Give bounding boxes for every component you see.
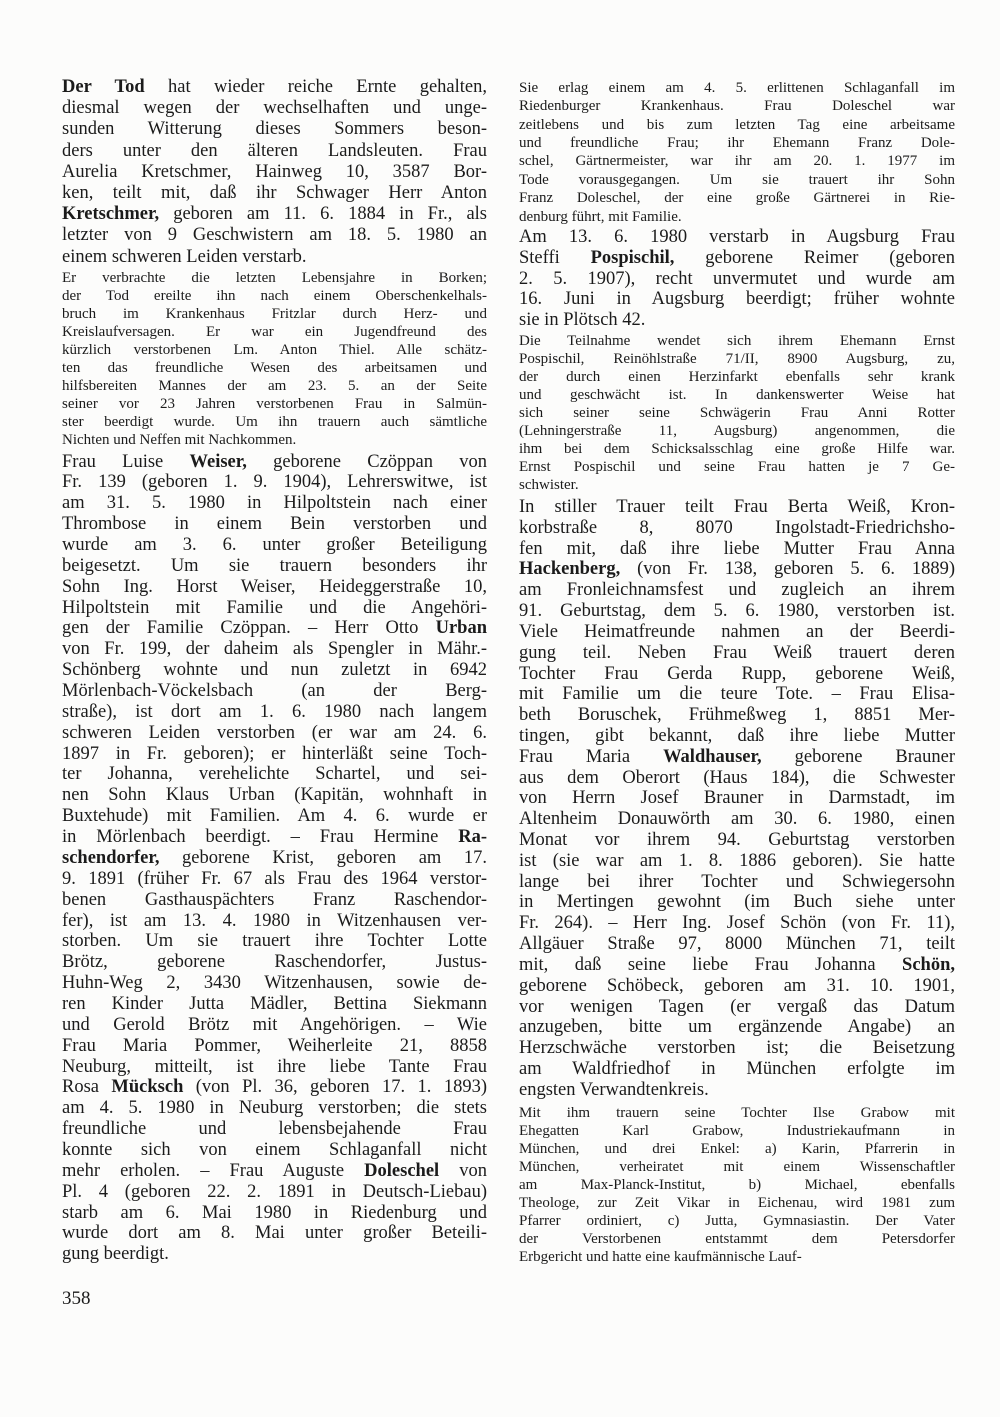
- text-line: sunden Witterung dieses Sommers beson-: [62, 119, 487, 140]
- text-line: Thrombose in einem Bein verstorben und: [62, 514, 487, 535]
- text-segment: Rosa: [62, 1077, 112, 1098]
- right-paragraph-3: [519, 332, 955, 495]
- text-line: Frau Maria Pommer, Weiherleite 21, 8858: [62, 1035, 487, 1056]
- left-paragraph-1: [62, 77, 487, 268]
- bold-name: Mücksch: [111, 1077, 184, 1098]
- text-line: Mörlenbach-Vöckelsbach (an der Berg-: [62, 681, 487, 702]
- bold-name: Schön,: [902, 954, 955, 975]
- bold-name: Pospischil,: [590, 247, 675, 268]
- bold-name: Hackenberg,: [519, 559, 621, 580]
- text-line: schel, Gärtnermeister, war ihr am 20. 1. 1977 im: [519, 153, 955, 170]
- text-line: der durch einen Herzinfarkt ebenfalls sehr krank: [519, 368, 955, 385]
- text-line: Altenheim Donauwörth am 30. 6. 1980, einen: [519, 809, 955, 830]
- text-line: Aurelia Kretschmer, Hainweg 10, 3587 Bor-: [62, 161, 487, 182]
- text-segment: Steffi: [519, 247, 591, 268]
- text-line: [519, 747, 955, 768]
- text-line: Sie erlag einem am 4. 5. erlittenen Schlaganfall im: [519, 79, 955, 96]
- text-line: Er verbrachte die letzten Lebensjahre in Borken;: [62, 270, 487, 286]
- text-line: In stiller Trauer teilt Frau Berta Weiß, Kron-: [519, 497, 955, 517]
- text-line: freundliche und lebensbejahende Frau: [62, 1119, 487, 1140]
- text-line: fer), ist am 13. 4. 1980 in Witzenhausen ver-: [62, 910, 487, 931]
- text-line: [62, 848, 487, 869]
- text-line: denburg führt, mit Familie.: [519, 208, 682, 225]
- text-line: schweren Leiden verstorben (er war am 24. 6.: [62, 722, 487, 743]
- text-line: [62, 1077, 487, 1098]
- text-line: Allgäuer Straße 97, 8000 München 71, teilt: [519, 934, 955, 955]
- text-line: starb am 6. Mai 1980 in Riedenburg und: [62, 1202, 487, 1223]
- text-line: Pospischil, Reinöhlstraße 71/II, 8900 Augsburg, zu,: [519, 350, 955, 367]
- bold-name: schendorfer,: [62, 847, 160, 868]
- text-line: zeitlebens und bis zum letzten Tag eine arbeitsame: [519, 116, 955, 133]
- text-line: ken, teilt mit, daß ihr Schwager Herr Anton: [62, 182, 487, 203]
- text-line: und geschwächt ist. In dankenswerter Weise hat: [519, 386, 955, 403]
- text-line: 91. Geburtstag, dem 5. 6. 1980, verstorben ist.: [519, 601, 955, 622]
- text-line: einem schweren Leiden verstarb.: [62, 246, 307, 267]
- text-line: 16. Juni in Augsburg beerdigt; früher wohnte: [519, 289, 955, 310]
- text-line: Mit ihm trauern seine Tochter Ilse Grabow mit: [519, 1104, 955, 1121]
- text-line: [62, 77, 487, 98]
- text-line: bruch im Krankenhaus Fritzlar durch Herz- und: [62, 306, 487, 322]
- text-line: (Lehningerstraße 11, Augsburg) angenommen, die: [519, 422, 955, 439]
- bold-name: Urban: [435, 618, 487, 639]
- text-segment: geboren am 11. 6. 1884 in Fr., als: [159, 204, 487, 225]
- text-line: ren Kinder Jutta Mädler, Bettina Siekmann: [62, 993, 487, 1014]
- bold-name: Doleschel: [364, 1160, 440, 1181]
- text-line: der Verstorbenen entstammt dem Petersdorfer: [519, 1231, 955, 1248]
- text-line: [62, 827, 487, 848]
- text-line: beth Boruschek, Frühmeßweg 1, 8851 Mer-: [519, 705, 955, 726]
- text-line: und Gerold Brötz mit Angehörigen. – Wie: [62, 1014, 487, 1035]
- text-segment: mit, daß seine liebe Frau Johanna: [519, 954, 903, 975]
- text-line: Ehegatten Karl Grabow, Industriekaufmann in: [519, 1122, 955, 1139]
- text-line: Erbgericht und hatte eine kaufmännische Lauf-: [519, 1249, 802, 1266]
- text-line: in Mertingen gewohnt (im Buch siehe unter: [519, 892, 955, 913]
- bold-name: Weiser,: [189, 451, 247, 472]
- text-line: letzter von 9 Geschwistern am 18. 5. 1980 an: [62, 225, 487, 246]
- text-line: gung teil. Neben Frau Weiß trauert deren: [519, 642, 955, 663]
- text-segment: gen der Familie Czöppan. – Herr Otto: [62, 618, 436, 639]
- text-line: benen Gasthauspächters Franz Raschendor-: [62, 889, 487, 910]
- text-line: Ernst Pospischil und seine Frau hatten je 7 Ge-: [519, 459, 955, 476]
- text-line: schwister.: [519, 477, 579, 494]
- text-line: [519, 248, 955, 269]
- text-line: [519, 559, 955, 580]
- text-line: Herzschwäche verstorben ist; die Beisetzung: [519, 1038, 955, 1059]
- text-line: München, verheiratet mit einem Wissenschaftler: [519, 1158, 955, 1175]
- text-line: Sohn Ing. Horst Weiser, Heideggerstraße 10,: [62, 576, 487, 597]
- text-line: Riedenburger Krankenhaus. Frau Doleschel war: [519, 98, 955, 115]
- bold-name: Der Tod: [62, 77, 145, 97]
- right-paragraph-1: [519, 79, 955, 226]
- text-line: Schönberg wohnte und nun zuletzt in 6942: [62, 660, 487, 681]
- text-line: korbstraße 8, 8070 Ingolstadt-Friedrichsho-: [519, 517, 955, 538]
- text-line: ist (sie war am 1. 8. 1886 geboren). Sie hatte: [519, 850, 955, 871]
- text-line: München, und drei Enkel: a) Karin, Pfarrerin in: [519, 1140, 955, 1157]
- text-line: ders unter den älteren Landsleuten. Frau: [62, 140, 487, 161]
- text-line: Fr. 264). – Herr Ing. Josef Schön (von Fr. 11),: [519, 913, 955, 934]
- text-segment: (von Fr. 138, geboren 5. 6. 1889): [620, 559, 955, 580]
- text-line: Buxtehude) mit Familien. Am 4. 6. wurde er: [62, 806, 487, 827]
- text-line: geborene Schöbeck, geboren am 31. 10. 1901,: [519, 975, 955, 996]
- text-line: straße), ist dort am 1. 6. 1980 nach langem: [62, 701, 487, 722]
- text-line: seiner vor 23 Jahren verstorbenen Frau in Salmün-: [62, 396, 487, 412]
- text-line: von Herrn Josef Brauner in Darmstadt, im: [519, 788, 955, 809]
- text-line: [519, 955, 955, 976]
- text-line: Viele Heimatfreunde nahmen an der Beerdi-: [519, 621, 955, 642]
- text-line: am Max-Planck-Institut, b) Michael, ebenfalls: [519, 1176, 955, 1193]
- text-line: Am 13. 6. 1980 verstarb in Augsburg Frau: [519, 227, 955, 247]
- text-line: der Tod ereilte ihn nach einem Oberschenkelhals-: [62, 288, 487, 304]
- text-line: 2. 5. 1907), recht unvermutet und wurde am: [519, 268, 955, 289]
- bold-name: Kretschmer,: [62, 204, 160, 225]
- text-line: konnte sich von einem Schlaganfall nicht: [62, 1139, 487, 1160]
- text-line: ihm bei dem Schicksalsschlag eine große Hilfe war.: [519, 441, 955, 458]
- text-line: mit Familie um die teure Tote. – Frau Elisa-: [519, 684, 955, 705]
- text-line: [62, 204, 487, 225]
- text-line: gung beerdigt.: [62, 1244, 169, 1265]
- text-line: sie in Plötsch 42.: [519, 310, 646, 330]
- text-line: tingen, gibt bekannt, daß ihre liebe Mutter: [519, 725, 955, 746]
- text-line: diesmal wegen der wechselhaften und unge-: [62, 98, 487, 119]
- text-line: ter Johanna, verehelichte Schartel, und sei-: [62, 764, 487, 785]
- text-segment: mehr erholen. – Frau Auguste: [62, 1160, 365, 1181]
- text-line: Nichten und Neffen mit Nachkommen.: [62, 432, 297, 448]
- text-line: aus dem Oberort (Haus 184), die Schwester: [519, 767, 955, 788]
- text-segment: Frau Luise: [62, 451, 190, 472]
- text-line: storben. Um sie trauert ihre Tochter Lotte: [62, 931, 487, 952]
- text-line: anzugeben, bitte um ergänzende Angabe) an: [519, 1017, 955, 1038]
- bold-name: Waldhauser,: [663, 746, 762, 767]
- text-segment: (von Pl. 36, geboren 17. 1. 1893): [183, 1077, 487, 1098]
- text-line: am 4. 5. 1980 in Neuburg verstorben; die stets: [62, 1098, 487, 1119]
- text-line: Brötz, geborene Raschendorfer, Justus-: [62, 952, 487, 973]
- text-line: kürzlich verstorbenen Lm. Anton Thiel. Alle schätz-: [62, 342, 487, 358]
- left-paragraph-2: [62, 269, 487, 449]
- text-line: Franz Doleschel, der eine große Gärtnerei in Rie-: [519, 190, 955, 207]
- page-number: 358: [62, 1288, 91, 1309]
- text-line: am 31. 5. 1980 in Hilpoltstein nach einer: [62, 493, 487, 514]
- text-line: Tochter Frau Gerda Rupp, geborene Weiß,: [519, 663, 955, 684]
- text-line: [62, 452, 487, 473]
- text-segment: Frau Maria: [519, 746, 664, 767]
- text-line: Kreislaufversagen. Er war ein Jugendfreund des: [62, 324, 487, 340]
- text-segment: geborene Czöppan von: [246, 451, 487, 472]
- text-segment: geborene Brauner: [761, 746, 955, 767]
- right-paragraph-2: [519, 227, 955, 331]
- text-segment: geborene Krist, geboren am 17.: [159, 847, 487, 868]
- text-line: [62, 1161, 487, 1182]
- text-line: Fr. 139 (geboren 1. 9. 1904), Lehrerswitwe, ist: [62, 472, 487, 493]
- text-line: Theologe, zur Zeit Vikar in Eichenau, wird 1981 zum: [519, 1194, 955, 1211]
- text-line: ster beerdigt wurde. Um ihn trauern auch sämtliche: [62, 414, 487, 430]
- text-line: Hilpoltstein mit Familie und die Angehöri-: [62, 597, 487, 618]
- text-line: sich seiner seine Schwägerin Frau Anni Rotter: [519, 404, 955, 421]
- text-line: am Fronleichnamsfest und zugleich an ihrem: [519, 580, 955, 601]
- left-paragraph-3: [62, 452, 487, 1266]
- text-line: wurde am 3. 6. unter großer Beteiligung: [62, 535, 487, 556]
- text-segment: in Mörlenbach beerdigt. – Frau Hermine: [62, 827, 459, 848]
- text-segment: von: [439, 1160, 487, 1181]
- right-paragraph-4: [519, 497, 955, 1101]
- text-segment: hat wieder reiche Ernte gehalten,: [144, 77, 487, 97]
- text-line: 1897 in Fr. geboren); er hinterläßt seine Toch-: [62, 743, 487, 764]
- text-line: Pfarrer ordiniert, c) Jutta, Gymnasiastin. Der Vater: [519, 1213, 955, 1230]
- text-segment: geborene Reimer (geboren: [674, 247, 955, 268]
- text-line: Monat vor ihrem 94. Geburtstag verstorben: [519, 830, 955, 850]
- text-line: vor wenigen Tagen (er vergaß das Datum: [519, 996, 955, 1017]
- bold-name: Ra-: [458, 827, 487, 848]
- text-line: hilfsbereiten Mannes der am 23. 5. an der Seite: [62, 378, 487, 394]
- text-line: ten das freundliche Wesen des arbeitsamen und: [62, 360, 487, 376]
- text-line: am Waldfriedhof in München erfolgte im: [519, 1058, 955, 1079]
- text-line: Neuburg, mitteilt, ist ihre liebe Tante Frau: [62, 1056, 487, 1077]
- right-paragraph-5: [519, 1104, 955, 1267]
- text-line: von Fr. 199, der daheim als Spengler in Mähr.-: [62, 639, 487, 660]
- text-line: wurde dort am 8. Mai unter großer Beteili-: [62, 1223, 487, 1244]
- text-line: Tode vorausgegangen. Um sie trauert ihr Sohn: [519, 171, 955, 188]
- text-line: fen mit, daß ihre liebe Mutter Frau Anna: [519, 538, 955, 559]
- text-line: [62, 618, 487, 639]
- text-line: 9. 1891 (früher Fr. 67 als Frau des 1964 verstor-: [62, 868, 487, 889]
- text-line: nen Sohn Klaus Urban (Kapitän, wohnhaft in: [62, 785, 487, 806]
- text-line: und freundliche Frau; ihr Ehemann Franz Dole-: [519, 134, 955, 151]
- text-line: Huhn-Weg 2, 3430 Witzenhausen, sowie de-: [62, 973, 487, 994]
- text-line: Pl. 4 (geboren 22. 2. 1891 in Deutsch-Liebau): [62, 1181, 487, 1202]
- text-line: lange bei ihrer Tochter und Schwiegersohn: [519, 871, 955, 892]
- text-line: beigesetzt. Um sie trauern besonders ihr: [62, 555, 487, 576]
- text-line: Die Teilnahme wendet sich ihrem Ehemann Ernst: [519, 332, 955, 349]
- text-line: engsten Verwandtenkreis.: [519, 1079, 709, 1100]
